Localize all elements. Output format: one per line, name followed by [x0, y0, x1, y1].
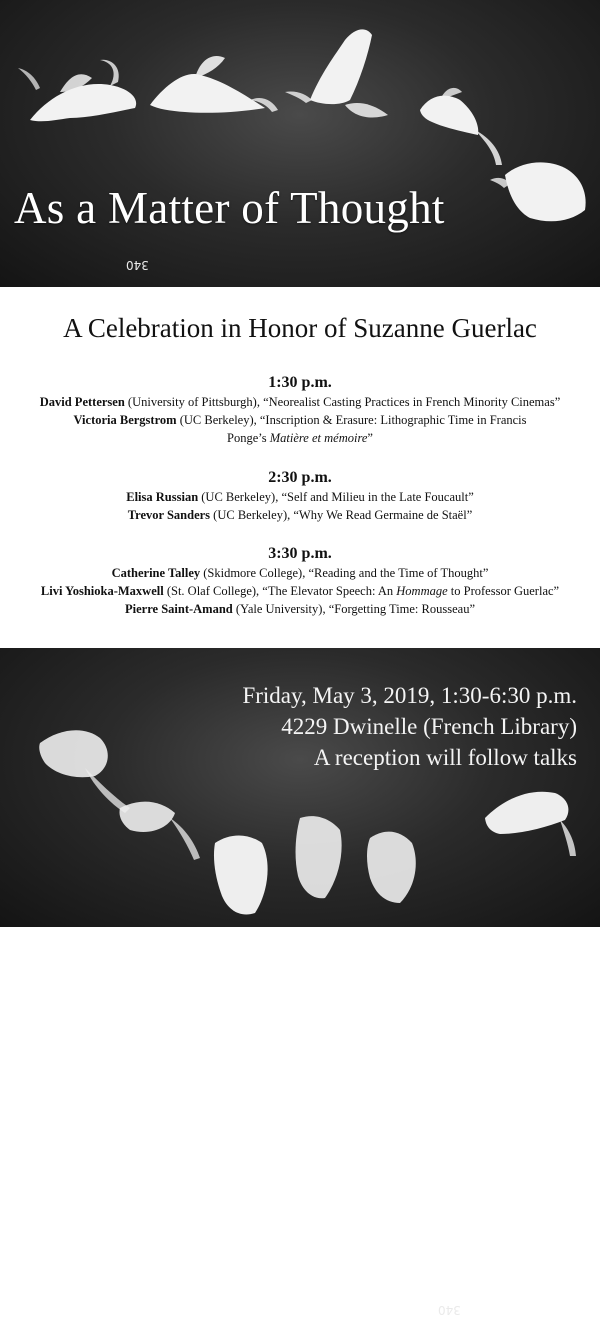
talk-item: [0, 600, 600, 618]
event-date: Friday, May 3, 2019, 1:30-6:30 p.m.: [242, 683, 577, 708]
flying-egrets-illustration: [0, 0, 600, 287]
talk-item: [0, 393, 600, 411]
talk-item: [0, 564, 600, 582]
speaker-name: Pierre Saint-Amand: [125, 602, 233, 616]
plate-number-bottom: 340: [438, 1303, 461, 1317]
talk-details: (Yale University), “Forgetting Time: Rousseau”: [232, 602, 475, 616]
event-reception-note: A reception will follow talks: [313, 745, 577, 770]
event-info: [0, 680, 577, 773]
session-time: 2:30 p.m.: [268, 469, 332, 486]
speaker-name: Livi Yoshioka-Maxwell: [40, 584, 164, 598]
speaker-name: Catherine Talley: [111, 566, 201, 580]
talk-details: (University of Pittsburgh), “Neorealist Casting Practices in French Minority Cinemas”: [124, 395, 561, 409]
talk-details: (St. Olaf College), “The Elevator Speech: An: [163, 584, 397, 598]
talk-details: (UC Berkeley), “Why We Read Germaine de Staël”: [210, 508, 473, 522]
event-location: 4229 Dwinelle (French Library): [281, 714, 577, 739]
speaker-name: David Pettersen: [39, 395, 125, 409]
talk-details: ”: [367, 431, 373, 445]
egret-photo-top: [0, 0, 600, 287]
talk-details: to Professor Guerlac”: [447, 584, 560, 598]
session-2: [0, 468, 600, 524]
talk-details: Ponge’s: [227, 431, 270, 445]
talk-item: [0, 506, 600, 524]
speaker-name: Victoria Bergstrom: [73, 413, 177, 427]
poster-title: As a Matter of Thought: [14, 183, 445, 233]
session-time: 1:30 p.m.: [268, 374, 332, 391]
speaker-name: Trevor Sanders: [127, 508, 211, 522]
talk-item-continued: [0, 429, 600, 447]
talk-work-title: Hommage: [396, 584, 448, 598]
session-3: [0, 544, 600, 618]
session-1: [0, 373, 600, 447]
talk-item: [0, 582, 600, 600]
speaker-name: Elisa Russian: [126, 490, 199, 504]
session-time: 3:30 p.m.: [268, 545, 332, 562]
poster-subtitle: A Celebration in Honor of Suzanne Guerlac: [63, 313, 537, 343]
talk-details: (UC Berkeley), “Inscription & Erasure: Lithographic Time in Francis: [176, 413, 527, 427]
plate-number-top: 340: [126, 258, 149, 272]
talk-item: [0, 411, 600, 429]
talk-details: (UC Berkeley), “Self and Milieu in the Late Foucault”: [198, 490, 474, 504]
talk-item: [0, 488, 600, 506]
talk-details: (Skidmore College), “Reading and the Time of Thought”: [200, 566, 489, 580]
talk-work-title: Matière et mémoire: [269, 431, 368, 445]
